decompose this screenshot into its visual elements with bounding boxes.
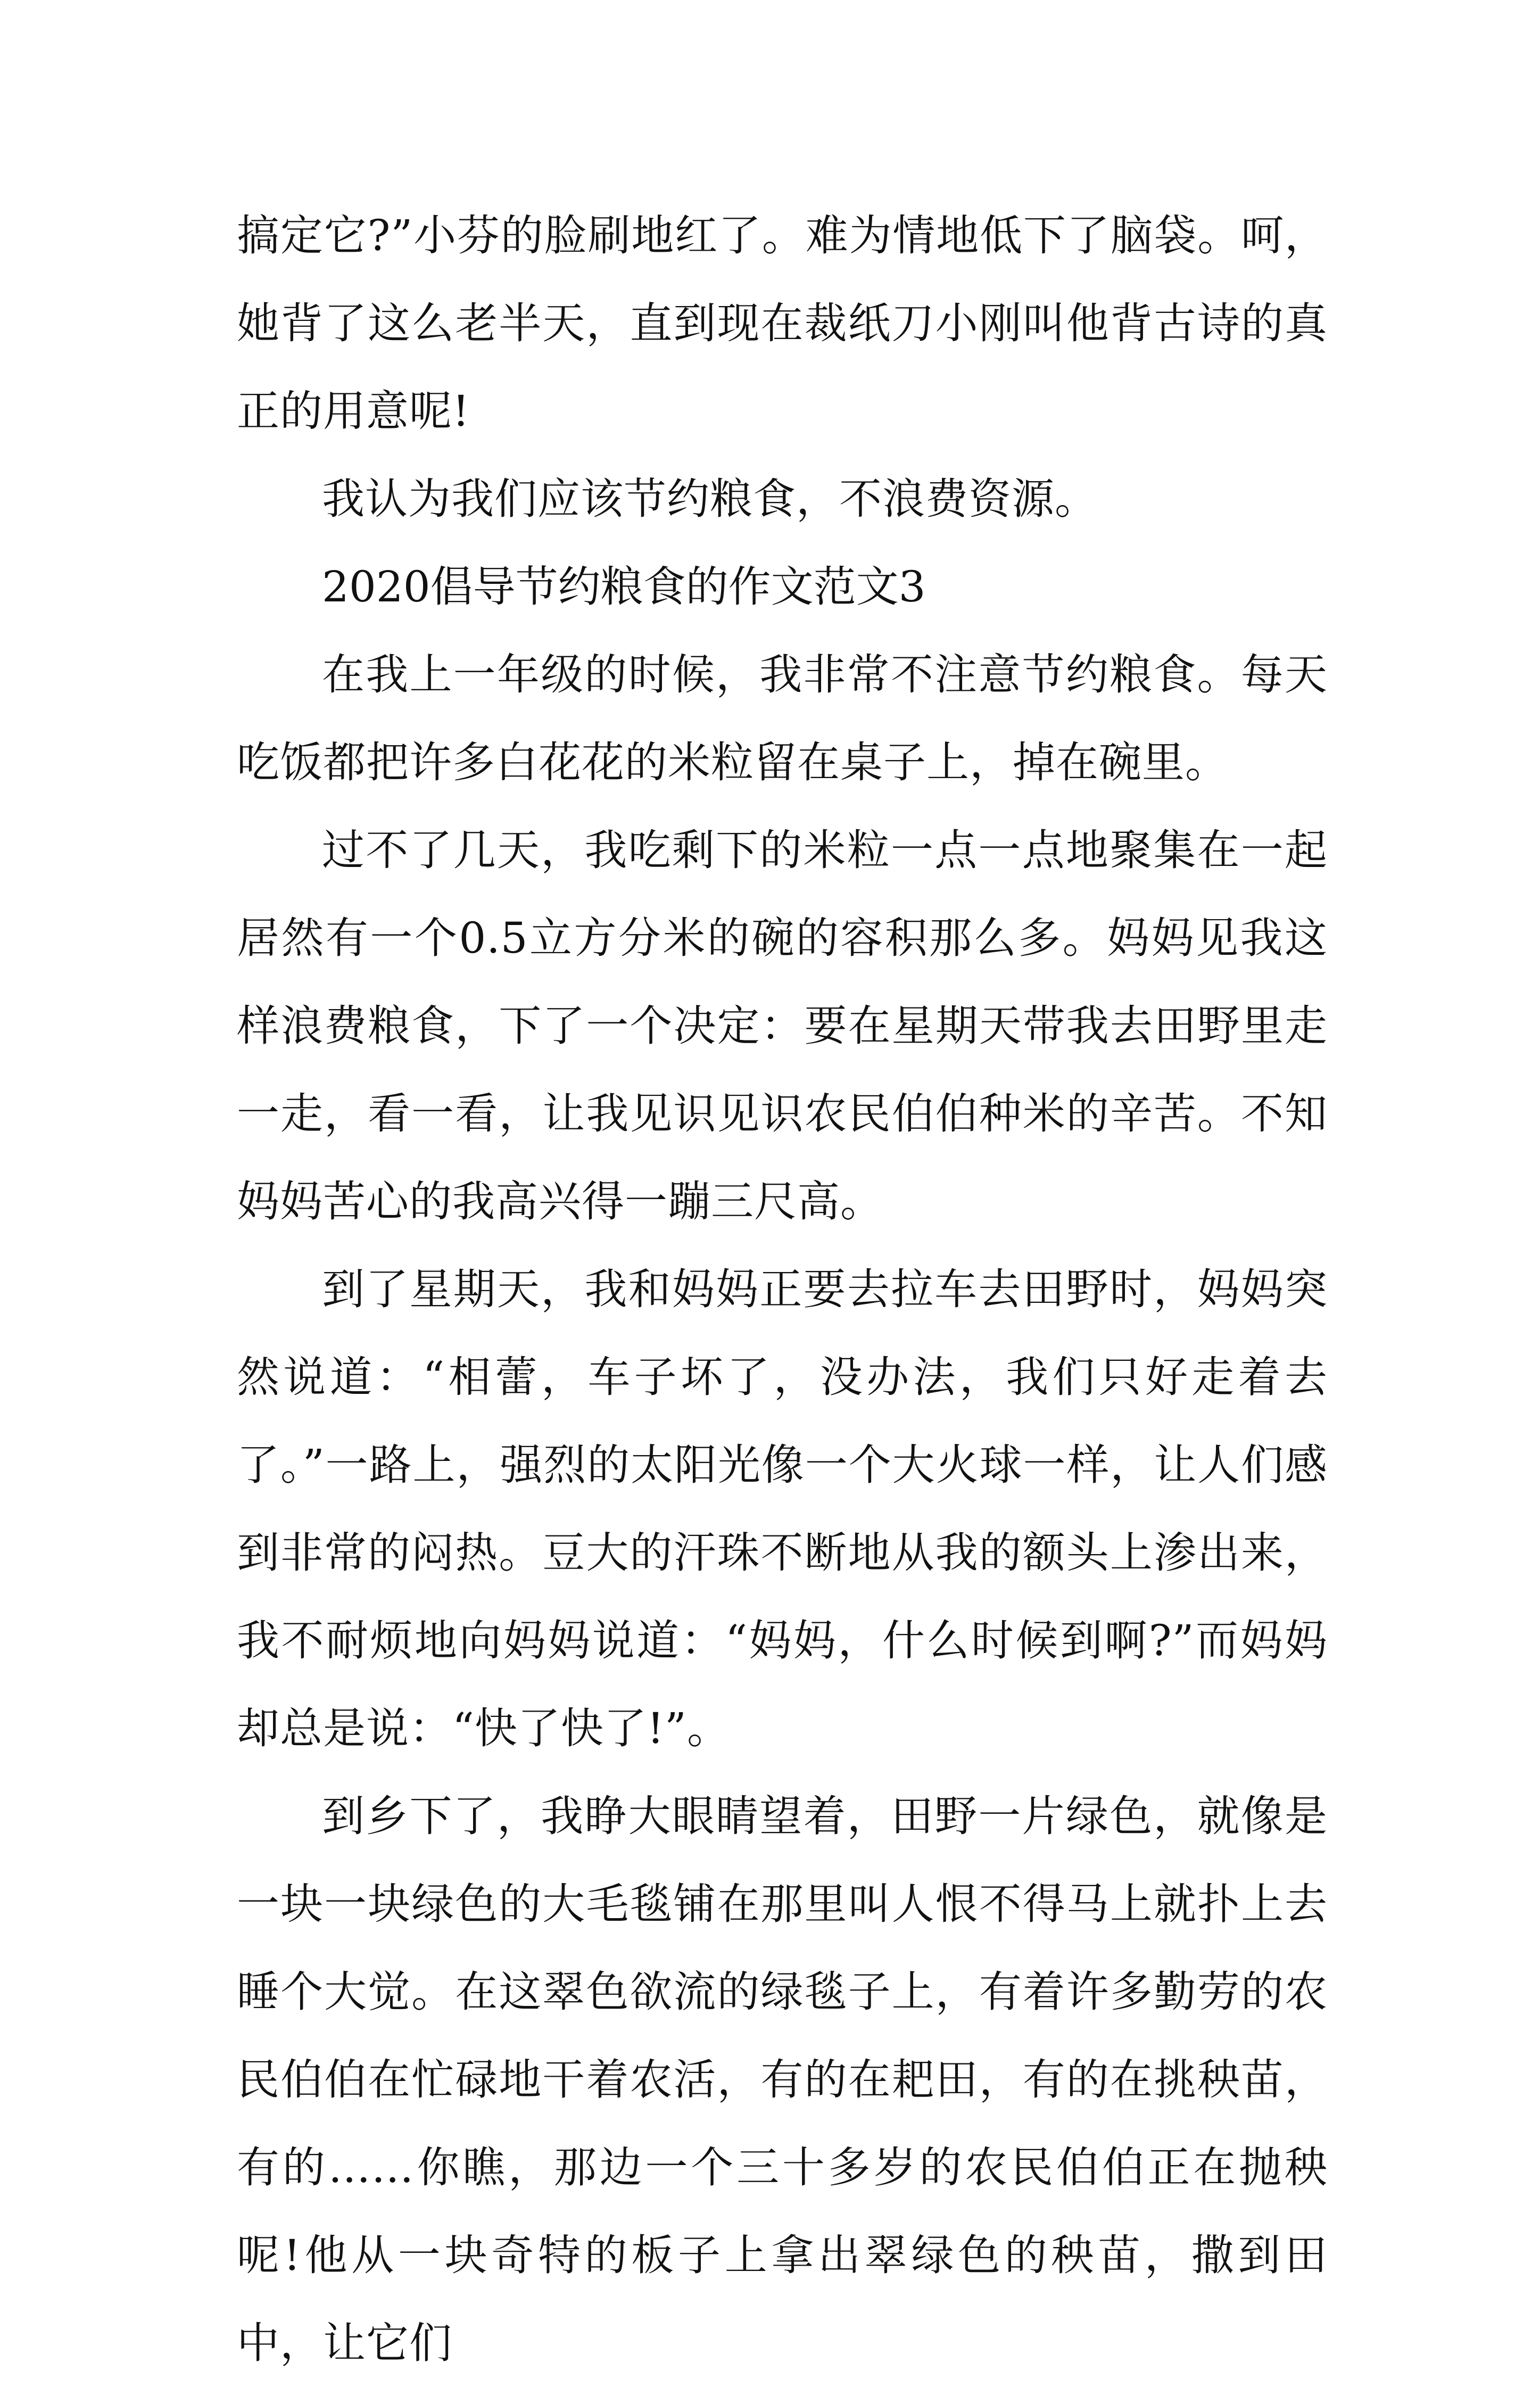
paragraph-continued: 搞定它?”小芬的脸刷地红了。难为情地低下了脑袋。呵，她背了这么老半天，直到现在裁纸刀小刚叫他背古诗的真正的用意呢! <box>237 211 1328 436</box>
document-page <box>237 192 1328 2387</box>
paragraph: 过不了几天，我吃剩下的米粒一点一点地聚集在一起居然有一个0.5立方分米的碗的容积那么多。妈妈见我这样浪费粮食，下了一个决定：要在星期天带我去田野里走一走，看一看，让我见识见识农民伯伯种米的辛苦。不知妈妈苦心的我高兴得一蹦三尺高。 <box>237 825 1328 1226</box>
paragraph: 到了星期天，我和妈妈正要去拉车去田野时，妈妈突然说道：“相蕾，车子坏了，没办法，我们只好走着去了。”一路上，强烈的太阳光像一个大火球一样，让人们感到非常的闷热。豆大的汗珠不断地从我的额头上渗出来，我不耐烦地向妈妈说道：“妈妈，什么时候到啊?”而妈妈却总是说：“快了快了!”。 <box>237 1265 1328 1753</box>
paragraph-conclusion: 我认为我们应该节约粮食，不浪费资源。 <box>322 474 1098 524</box>
essay-title: 2020倡导节约粮食的作文范文3 <box>322 562 926 612</box>
paragraph: 在我上一年级的时候，我非常不注意节约粮食。每天吃饭都把许多白花花的米粒留在桌子上，掉在碗里。 <box>237 650 1328 787</box>
paragraph: 到乡下了，我睁大眼睛望着，田野一片绿色，就像是一块一块绿色的大毛毯铺在那里叫人恨不得马上就扑上去睡个大觉。在这翠色欲流的绿毯子上，有着许多勤劳的农民伯伯在忙碌地干着农活，有的在耙田，有的在挑秧苗，有的……你瞧，那边一个三十多岁的农民伯伯正在抛秧呢!他从一块奇特的板子上拿出翠绿色的秧苗，撒到田中，让它们 <box>237 1791 1328 2368</box>
